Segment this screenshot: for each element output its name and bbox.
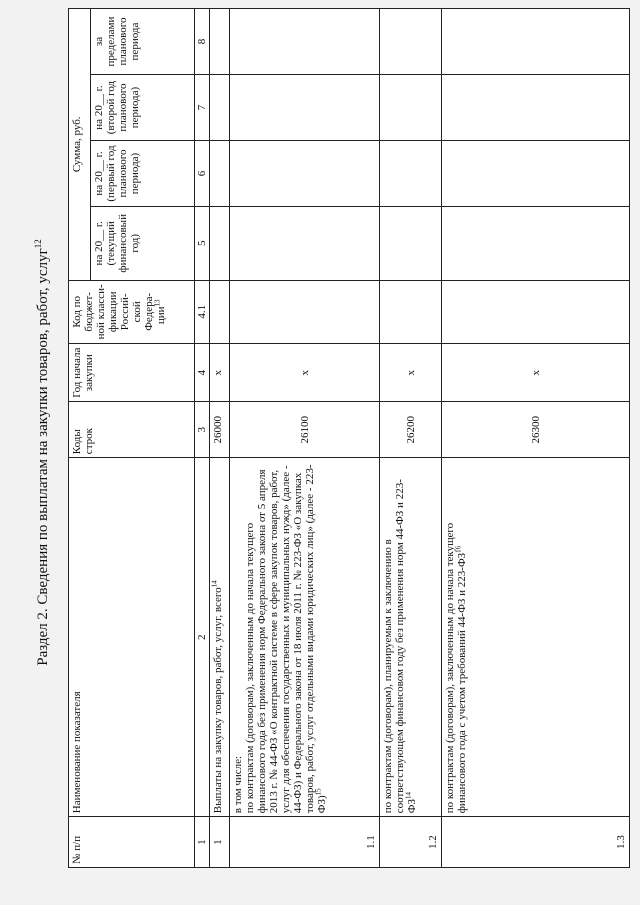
row-name [210, 458, 230, 817]
header-num: № п/п [69, 817, 195, 868]
column-number: 1 [195, 817, 210, 868]
row-num: 1 [210, 817, 230, 868]
payments-table-wrapper [68, 8, 630, 868]
payments-table [68, 8, 630, 868]
row-budget-code [380, 280, 442, 343]
column-number: 6 [195, 141, 210, 207]
table-row [442, 9, 630, 868]
column-number: 3 [195, 402, 210, 458]
row-name [442, 458, 630, 817]
header-sum-first-plan-year: на 20__ г. (первый год планового периода) [91, 141, 195, 207]
section-title-footnote: 12 [33, 239, 43, 249]
row-name-text: в том числе: по контрактам (договорам), заключенным до начала текущего финансового года без применения норм Федерального закона от 5 апреля 2013 г. № 44-ФЗ «О контрактной системе в сфере закупок товаров, работ, услуг для обеспечения государственных и муниципальных нужд» (далее - 44-ФЗ) и Федерального закона от 18 июля 2011 г. № 223-ФЗ «О закупках товаров, работ, услуг отдельными видами юридических лиц» (далее - 223-ФЗ) [232, 464, 328, 814]
column-number: 4 [195, 344, 210, 402]
row-sum-7 [230, 75, 380, 141]
row-sum-8 [210, 9, 230, 75]
row-sum-7 [380, 75, 442, 141]
column-number-row [195, 9, 210, 868]
row-code: 26200 [380, 402, 442, 458]
row-budget-code [442, 280, 630, 343]
row-num: 1.1 [230, 817, 380, 868]
header-sum-current-year: на 20__ г. (текущий финансовый год) [91, 207, 195, 281]
row-sum-5 [380, 207, 442, 281]
header-sum-second-plan-year: на 20__ г. (второй год планового периода) [91, 75, 195, 141]
row-code: 26100 [230, 402, 380, 458]
row-sum-6 [210, 141, 230, 207]
row-code: 26000 [210, 402, 230, 458]
row-num: 1.3 [442, 817, 630, 868]
table-row [210, 9, 230, 868]
row-sum-6 [442, 141, 630, 207]
row-name [230, 458, 380, 817]
row-sum-6 [380, 141, 442, 207]
header-sum-beyond-plan: за пределами планового периода [91, 9, 195, 75]
header-name: Наименование показателя [69, 458, 195, 817]
row-num: 1.2 [380, 817, 442, 868]
row-year: x [380, 344, 442, 402]
column-number: 7 [195, 75, 210, 141]
table-row [380, 9, 442, 868]
column-number: 8 [195, 9, 210, 75]
section-title-text: Раздел 2. Сведения по выплатам на закупки товаров, работ, услуг [35, 248, 51, 666]
row-year: x [230, 344, 380, 402]
row-sum-6 [230, 141, 380, 207]
header-code: Коды строк [69, 402, 195, 458]
row-footnote: 14 [404, 792, 413, 800]
row-footnote: 15 [314, 788, 323, 796]
column-number: 2 [195, 458, 210, 817]
row-sum-7 [442, 75, 630, 141]
row-sum-8 [380, 9, 442, 75]
row-name-text: по контрактам (договорам), заключенным до начала текущего финансового года с учетом требований 44-ФЗ и 223-ФЗ [444, 522, 468, 814]
row-footnote: 16 [454, 545, 463, 553]
row-sum-5 [210, 207, 230, 281]
header-budget-code-text: Код по бюджет-ной класси-фикации Россий-ской Федера-ции [71, 284, 167, 340]
column-number: 5 [195, 207, 210, 281]
row-code: 26300 [442, 402, 630, 458]
row-budget-code [230, 280, 380, 343]
header-sum: Сумма, руб. [69, 9, 91, 281]
header-year: Год начала закупки [69, 344, 195, 402]
row-name-text: по контрактам (договорам), планируемым к заключению в соответствующем финансовом году без применения норм 44-ФЗ и 223-ФЗ [382, 479, 418, 814]
row-footnote: 14 [210, 580, 219, 588]
column-number: 4.1 [195, 280, 210, 343]
row-year: x [210, 344, 230, 402]
row-budget-code [210, 280, 230, 343]
row-sum-7 [210, 75, 230, 141]
row-sum-8 [442, 9, 630, 75]
row-sum-5 [230, 207, 380, 281]
row-sum-5 [442, 207, 630, 281]
row-year: x [442, 344, 630, 402]
header-budget-code [69, 280, 195, 343]
section-title [28, 0, 58, 905]
row-name-text: Выплаты на закупку товаров, работ, услуг, всего [212, 587, 224, 814]
row-name [380, 458, 442, 817]
row-sum-8 [230, 9, 380, 75]
table-row [230, 9, 380, 868]
header-budget-code-footnote: 13 [153, 299, 162, 307]
